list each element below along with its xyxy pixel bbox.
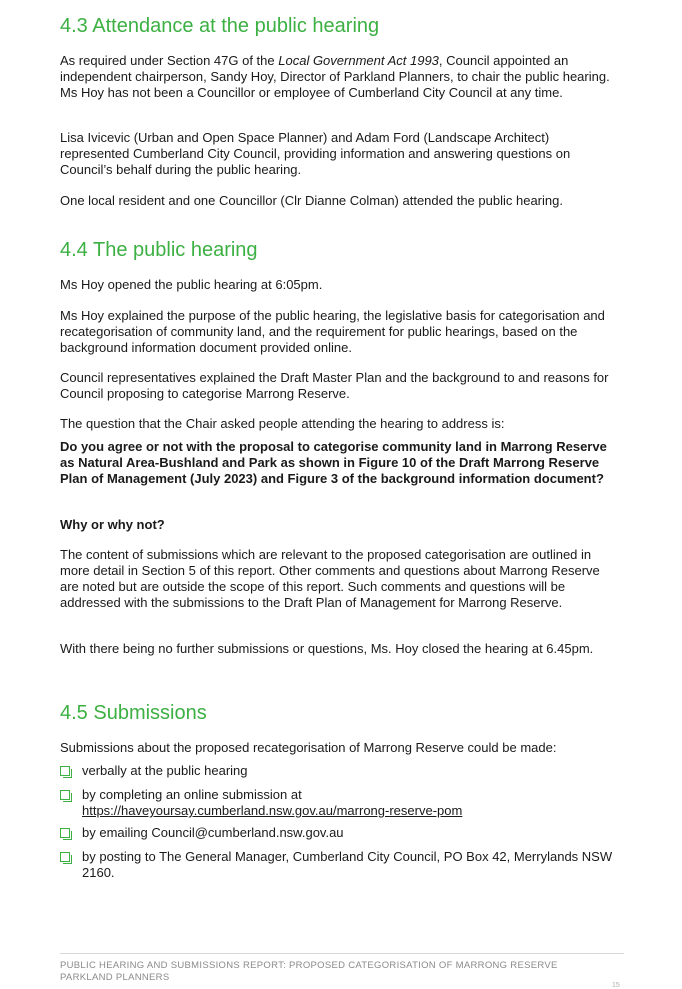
paragraph: Submissions about the proposed recategorisation of Marrong Reserve could be made: xyxy=(60,740,557,755)
footer-report-title: PUBLIC HEARING AND SUBMISSIONS REPORT: PROPOSED CATEGORISATION OF MARRONG RESERVE xyxy=(60,960,558,971)
paragraph: Ms Hoy opened the public hearing at 6:05pm. xyxy=(60,277,323,292)
submission-link[interactable]: https://haveyoursay.cumberland.nsw.gov.au/marrong-reserve-pom xyxy=(82,803,463,818)
checkbox-bullet-icon xyxy=(60,790,70,800)
checkbox-bullet-icon xyxy=(60,852,70,862)
section-heading-4-3: 4.3 Attendance at the public hearing xyxy=(60,15,380,37)
hearing-question-followup: Why or why not? xyxy=(60,517,165,532)
paragraph: One local resident and one Councillor (Clr Dianne Colman) attended the public hearing. xyxy=(60,193,563,208)
paragraph: As required under Section 47G of the Local Government Act 1993, Council appointed an independent chairperson, Sandy Hoy, Director of Parkland Planners, to chair the public hearing. Ms Hoy has not been a Councillor or employee of Cumberland City Council at any time. xyxy=(60,53,610,100)
footer-company: PARKLAND PLANNERS xyxy=(60,972,170,983)
checkbox-bullet-icon xyxy=(60,828,70,838)
paragraph: The content of submissions which are relevant to the proposed categorisation are outlined in more detail in Section 5 of this report. Other comments and questions about Marrong Reserve are noted but are outside the scope of this report. Such comments and questions will be addressed with the submissions to the Draft Plan of Management for Marrong Reserve. xyxy=(60,547,600,610)
paragraph: With there being no further submissions or questions, Ms. Hoy closed the hearing at 6.45pm. xyxy=(60,641,594,656)
list-item: by posting to The General Manager, Cumberland City Council, PO Box 42, Merrylands NSW 2160. xyxy=(60,849,622,881)
section-heading-4-5: 4.5 Submissions xyxy=(60,702,207,724)
section-heading-4-4: 4.4 The public hearing xyxy=(60,239,258,261)
page-number: 15 xyxy=(612,982,620,989)
paragraph: Ms Hoy explained the purpose of the public hearing, the legislative basis for categorisation and recategorisation of community land, and the requirement for public hearings, based on the background information document provided online. xyxy=(60,308,605,355)
checkbox-bullet-icon xyxy=(60,766,70,776)
list-item: verbally at the public hearing xyxy=(60,763,622,779)
page-footer xyxy=(60,953,624,984)
hearing-question: Do you agree or not with the proposal to categorise community land in Marrong Reserve as Natural Area-Bushland and Park as shown in Figure 10 of the Draft Marrong Reserve Plan of Management (July 2023) and Figure 3 of the background information document? xyxy=(60,439,607,486)
paragraph: The question that the Chair asked people attending the hearing to address is: xyxy=(60,416,505,431)
list-item: by completing an online submission at https://haveyoursay.cumberland.nsw.gov.au/marrong-reserve-pom xyxy=(60,787,622,819)
submission-methods-list xyxy=(60,763,622,881)
paragraph: Lisa Ivicevic (Urban and Open Space Planner) and Adam Ford (Landscape Architect) represented Cumberland City Council, providing information and answering questions on Council’s behalf during the public hearing. xyxy=(60,130,571,177)
paragraph: Council representatives explained the Draft Master Plan and the background to and reasons for Council proposing to categorise Marrong Reserve. xyxy=(60,370,609,401)
list-item: by emailing Council@cumberland.nsw.gov.au xyxy=(60,825,622,841)
act-title: Local Government Act 1993 xyxy=(278,53,439,68)
